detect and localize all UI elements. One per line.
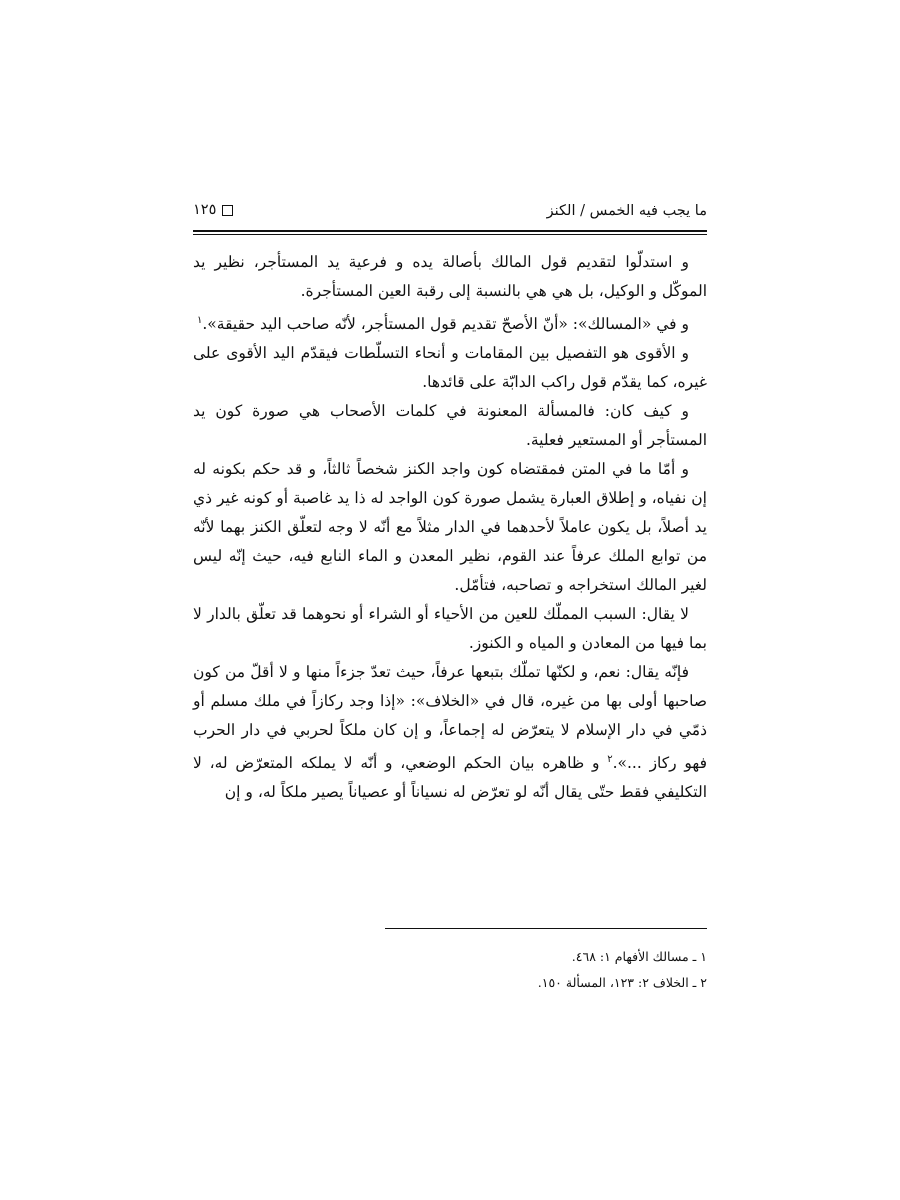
paragraph: و أمّا ما في المتن فمقتضاه كون واجد الكنز شخصاً ثالثاً، و قد حكم بكونه له إن نفياه، و إطلاق العبارة يشمل صورة كون الواجد له ذا يد غاصبة أو كونه غير ذي يد أصلاً، بل يكون عاملاً لأحدهما في الدار مثلاً مع أنّه لا وجه لتعلّق الكنز بهما لأنّه من توابع الملك عرفاً عند القوم، نظير المعدن و الماء النابع فيه، حيث إنّه ليس لغير المالك استخراجه و تصاحبه، فتأمّل. bbox=[193, 460, 707, 595]
header-rule-thick bbox=[193, 230, 707, 232]
footnote-ref: ١ bbox=[197, 315, 203, 326]
page-number-block bbox=[193, 202, 233, 218]
running-title: ما يجب فيه الخمس / الكنز bbox=[546, 203, 707, 219]
footnote: ١ ـ مسالك الأفهام ١: ٤٦٨. bbox=[571, 949, 707, 964]
paragraph-text: و ظاهره بيان الحكم الوضعي، و أنّه لا يملكه المتعرّض له، لا التكليفي فقط حتّى يقال أنّه لو تعرّض له نسياناً أو عصياناً يصير ملكاً له، و إن bbox=[193, 754, 707, 802]
header-rule-thin bbox=[193, 234, 707, 235]
paragraph-text: و في «المسالك»: «أنّ الأصحّ تقديم قول المستأجر، لأنّه صاحب اليد حقيقة». bbox=[202, 315, 689, 334]
page-number: ١٢٥ bbox=[193, 202, 217, 218]
paragraph: لا يقال: السبب المملّك للعين من الأحياء أو الشراء أو نحوهما قد تعلّق بالدار لا بما فيها من المعادن و المياه و الكنوز. bbox=[193, 605, 707, 653]
paragraph-text: فإنّه يقال: نعم، و لكنّها تملّك بتبعها عرفاً، حيث تعدّ جزءاً منها و لا أقلّ من كون صاحبها أولى بها من غيره، قال في «الخلاف»: «إذا وجد ركازاً في ملك مسلم أو ذمّي في دار الإسلام لا يتعرّض له إجماعاً، و إن كان ملكاً لحربي في دار الحرب فهو ركاز ...». bbox=[193, 663, 707, 773]
paragraph: و الأقوى هو التفصيل بين المقامات و أنحاء التسلّطات فيقدّم اليد الأقوى على غيره، كما يقدّم قول راكب الدابّة على قائدها. bbox=[193, 344, 707, 392]
footnotes bbox=[193, 944, 707, 996]
square-outline-icon bbox=[222, 205, 233, 216]
paragraph: و استدلّوا لتقديم قول المالك بأصالة يده و فرعية يد المستأجر، نظير يد الموكّل و الوكيل، بل هي هي بالنسبة إلى رقبة العين المستأجرة. bbox=[193, 253, 707, 300]
paragraph bbox=[193, 658, 707, 807]
paragraph bbox=[193, 306, 707, 339]
footnote-ref: ٢ bbox=[607, 754, 613, 766]
body-text bbox=[193, 248, 707, 807]
footnote: ٢ ـ الخلاف ٢: ١٢٣، المسألة ١٥٠. bbox=[537, 975, 707, 990]
running-header bbox=[193, 197, 707, 229]
footnote-rule bbox=[385, 928, 707, 929]
paragraph: و كيف كان: فالمسألة المعنونة في كلمات الأصحاب هي صورة كون يد المستأجر أو المستعير فعلية. bbox=[193, 402, 707, 450]
